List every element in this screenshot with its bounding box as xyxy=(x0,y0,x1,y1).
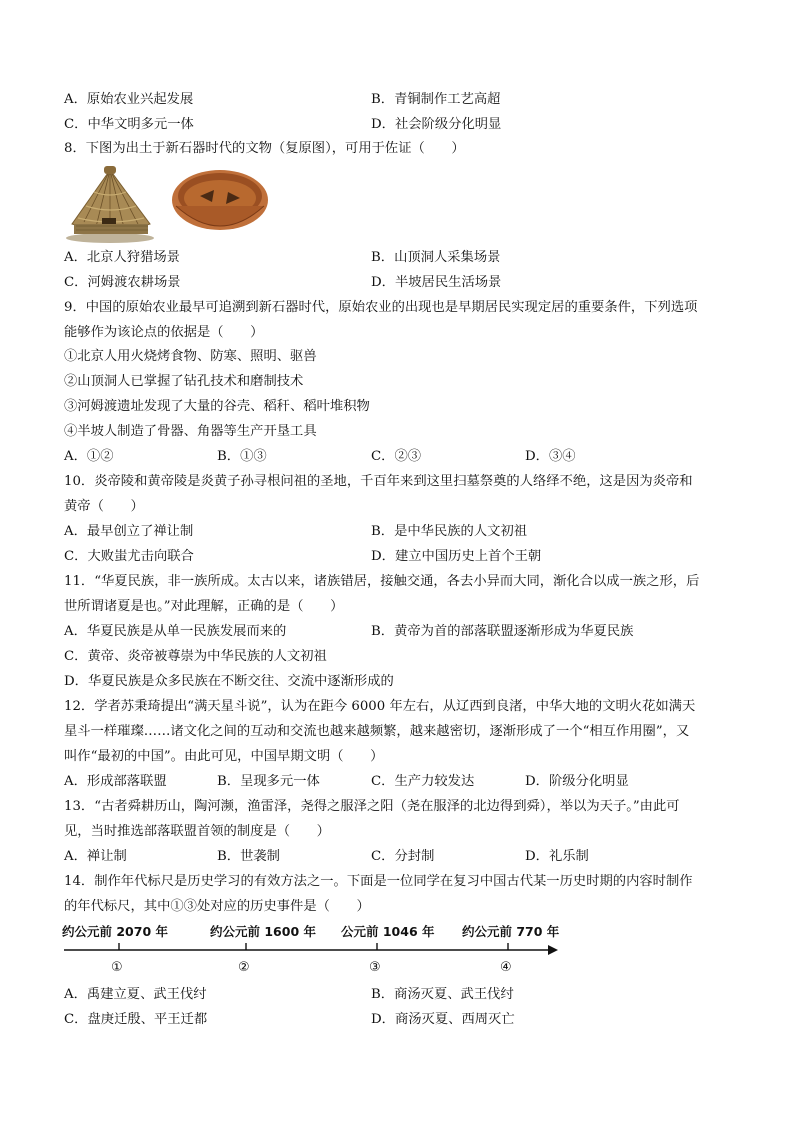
timeline-marker-4: ④ xyxy=(500,960,512,975)
thatched-hut-image xyxy=(64,162,162,246)
q14-option-d: D．商汤灭夏、西周灭亡 xyxy=(371,1012,515,1027)
q12-stem-line1: 12．学者苏秉琦提出“满天星斗说”，认为在距今 6000 年左右，从辽西到良渚，中华大地的文明火花如满天 xyxy=(64,699,696,714)
q14-option-a: A．禹建立夏、武王伐纣 xyxy=(64,987,207,1002)
q11-option-c: C．黄帝、炎帝被尊崇为中华民族的人文初祖 xyxy=(64,649,327,664)
q9-statement-3: ③河姆渡遗址发现了大量的谷壳、稻秆、稻叶堆积物 xyxy=(64,399,370,414)
q10-stem-line1: 10．炎帝陵和黄帝陵是炎黄子孙寻根问祖的圣地，千百年来到这里扫墓祭奠的人络绎不绝，这是因为炎帝和 xyxy=(64,474,693,489)
q10-option-c: C．大败蚩尤击向联合 xyxy=(64,549,194,564)
q9-statement-1: ①北京人用火烧烤食物、防寒、照明、驱兽 xyxy=(64,349,317,364)
q10-stem-line2: 黄帝（ ） xyxy=(64,499,144,514)
q10-option-a: A．最早创立了禅让制 xyxy=(64,524,194,539)
q11-option-b: B．黄帝为首的部落联盟逐渐形成为华夏民族 xyxy=(371,624,634,639)
q14-stem-line1: 14．制作年代标尺是历史学习的有效方法之一。下面是一位同学在复习中国古代某一历史时期的内容时制作 xyxy=(64,874,693,889)
q10-option-b: B．是中华民族的人文初祖 xyxy=(371,524,528,539)
q12-stem-line2: 星斗一样璀璨……诸文化之间的互动和交流也越来越频繁，越来越密切，逐渐形成了一个“相互作用圈”，又 xyxy=(64,724,690,739)
q7-option-c: C．中华文明多元一体 xyxy=(64,117,194,132)
q12-option-b: B．呈现多元一体 xyxy=(217,774,320,789)
q11-option-d: D．华夏民族是众多民族在不断交往、交流中逐渐形成的 xyxy=(64,674,394,689)
q8-option-d: D．半坡居民生活场景 xyxy=(371,275,502,290)
q9-stem-line2: 能够作为该论点的依据是（ ） xyxy=(64,325,264,340)
q14-timeline xyxy=(60,918,560,984)
q8-stem: 8．下图为出土于新石器时代的文物（复原图），可用于佐证（ ） xyxy=(64,141,465,156)
timeline-marker-1: ① xyxy=(111,960,123,975)
q13-option-d: D．礼乐制 xyxy=(525,849,589,864)
q8-artifact-figure xyxy=(64,162,284,246)
q9-option-c: C．②③ xyxy=(371,449,422,464)
q11-stem-line2: 世所谓诸夏是也。”对此理解，正确的是（ ） xyxy=(64,599,344,614)
q8-option-b: B．山顶洞人采集场景 xyxy=(371,250,501,265)
q13-option-b: B．世袭制 xyxy=(217,849,280,864)
timeline-marker-2: ② xyxy=(238,960,250,975)
q9-stem-line1: 9．中国的原始农业最早可追溯到新石器时代，原始农业的出现也是早期居民实现定居的重要条件，下列选项 xyxy=(64,300,698,315)
q11-option-a: A．华夏民族是从单一民族发展而来的 xyxy=(64,624,287,639)
q13-option-a: A．禅让制 xyxy=(64,849,127,864)
timeline-label-3: 公元前 1046 年 xyxy=(341,924,435,939)
q8-option-c: C．河姆渡农耕场景 xyxy=(64,275,181,290)
q9-option-b: B．①③ xyxy=(217,449,267,464)
q12-option-a: A．形成部落联盟 xyxy=(64,774,167,789)
q12-option-d: D．阶级分化明显 xyxy=(525,774,629,789)
q9-statement-4: ④半坡人制造了骨器、角器等生产开垦工具 xyxy=(64,424,317,439)
timeline-marker-3: ③ xyxy=(369,960,381,975)
q7-option-a: A．原始农业兴起发展 xyxy=(64,92,194,107)
pottery-bowl-image xyxy=(172,170,268,230)
q13-stem-line1: 13．“古者舜耕历山，陶河濒，渔雷泽，尧得之服泽之阳（尧在服泽的北边得到舜），举以为天子。”由此可 xyxy=(64,799,680,814)
q8-option-a: A．北京人狩猎场景 xyxy=(64,250,180,265)
timeline-label-2: 约公元前 1600 年 xyxy=(210,924,316,939)
q14-stem-line2: 的年代标尺，其中①③处对应的历史事件是（ ） xyxy=(64,899,370,914)
q9-option-d: D．③④ xyxy=(525,449,576,464)
q12-stem-line3: 叫作“最初的中国”。由此可见，中国早期文明（ ） xyxy=(64,749,384,764)
q9-option-a: A．①② xyxy=(64,449,114,464)
q13-option-c: C．分封制 xyxy=(371,849,435,864)
q7-option-d: D．社会阶级分化明显 xyxy=(371,117,502,132)
q10-option-d: D．建立中国历史上首个王朝 xyxy=(371,549,542,564)
q13-stem-line2: 见，当时推选部落联盟首领的制度是（ ） xyxy=(64,824,330,839)
q9-statement-2: ②山顶洞人已掌握了钻孔技术和磨制技术 xyxy=(64,374,304,389)
q12-option-c: C．生产力较发达 xyxy=(371,774,475,789)
timeline-label-4: 约公元前 770 年 xyxy=(462,924,560,939)
timeline-label-1: 约公元前 2070 年 xyxy=(62,924,168,939)
q11-stem-line1: 11．“华夏民族，非一族所成。太古以来，诸族错居，接触交通，各去小异而大同，渐化合以成一族之形，后 xyxy=(64,574,700,589)
q14-option-c: C．盘庚迁殷、平王迁都 xyxy=(64,1012,208,1027)
q14-option-b: B．商汤灭夏、武王伐纣 xyxy=(371,987,514,1002)
q7-option-b: B．青铜制作工艺高超 xyxy=(371,92,501,107)
q8-images xyxy=(64,162,284,246)
